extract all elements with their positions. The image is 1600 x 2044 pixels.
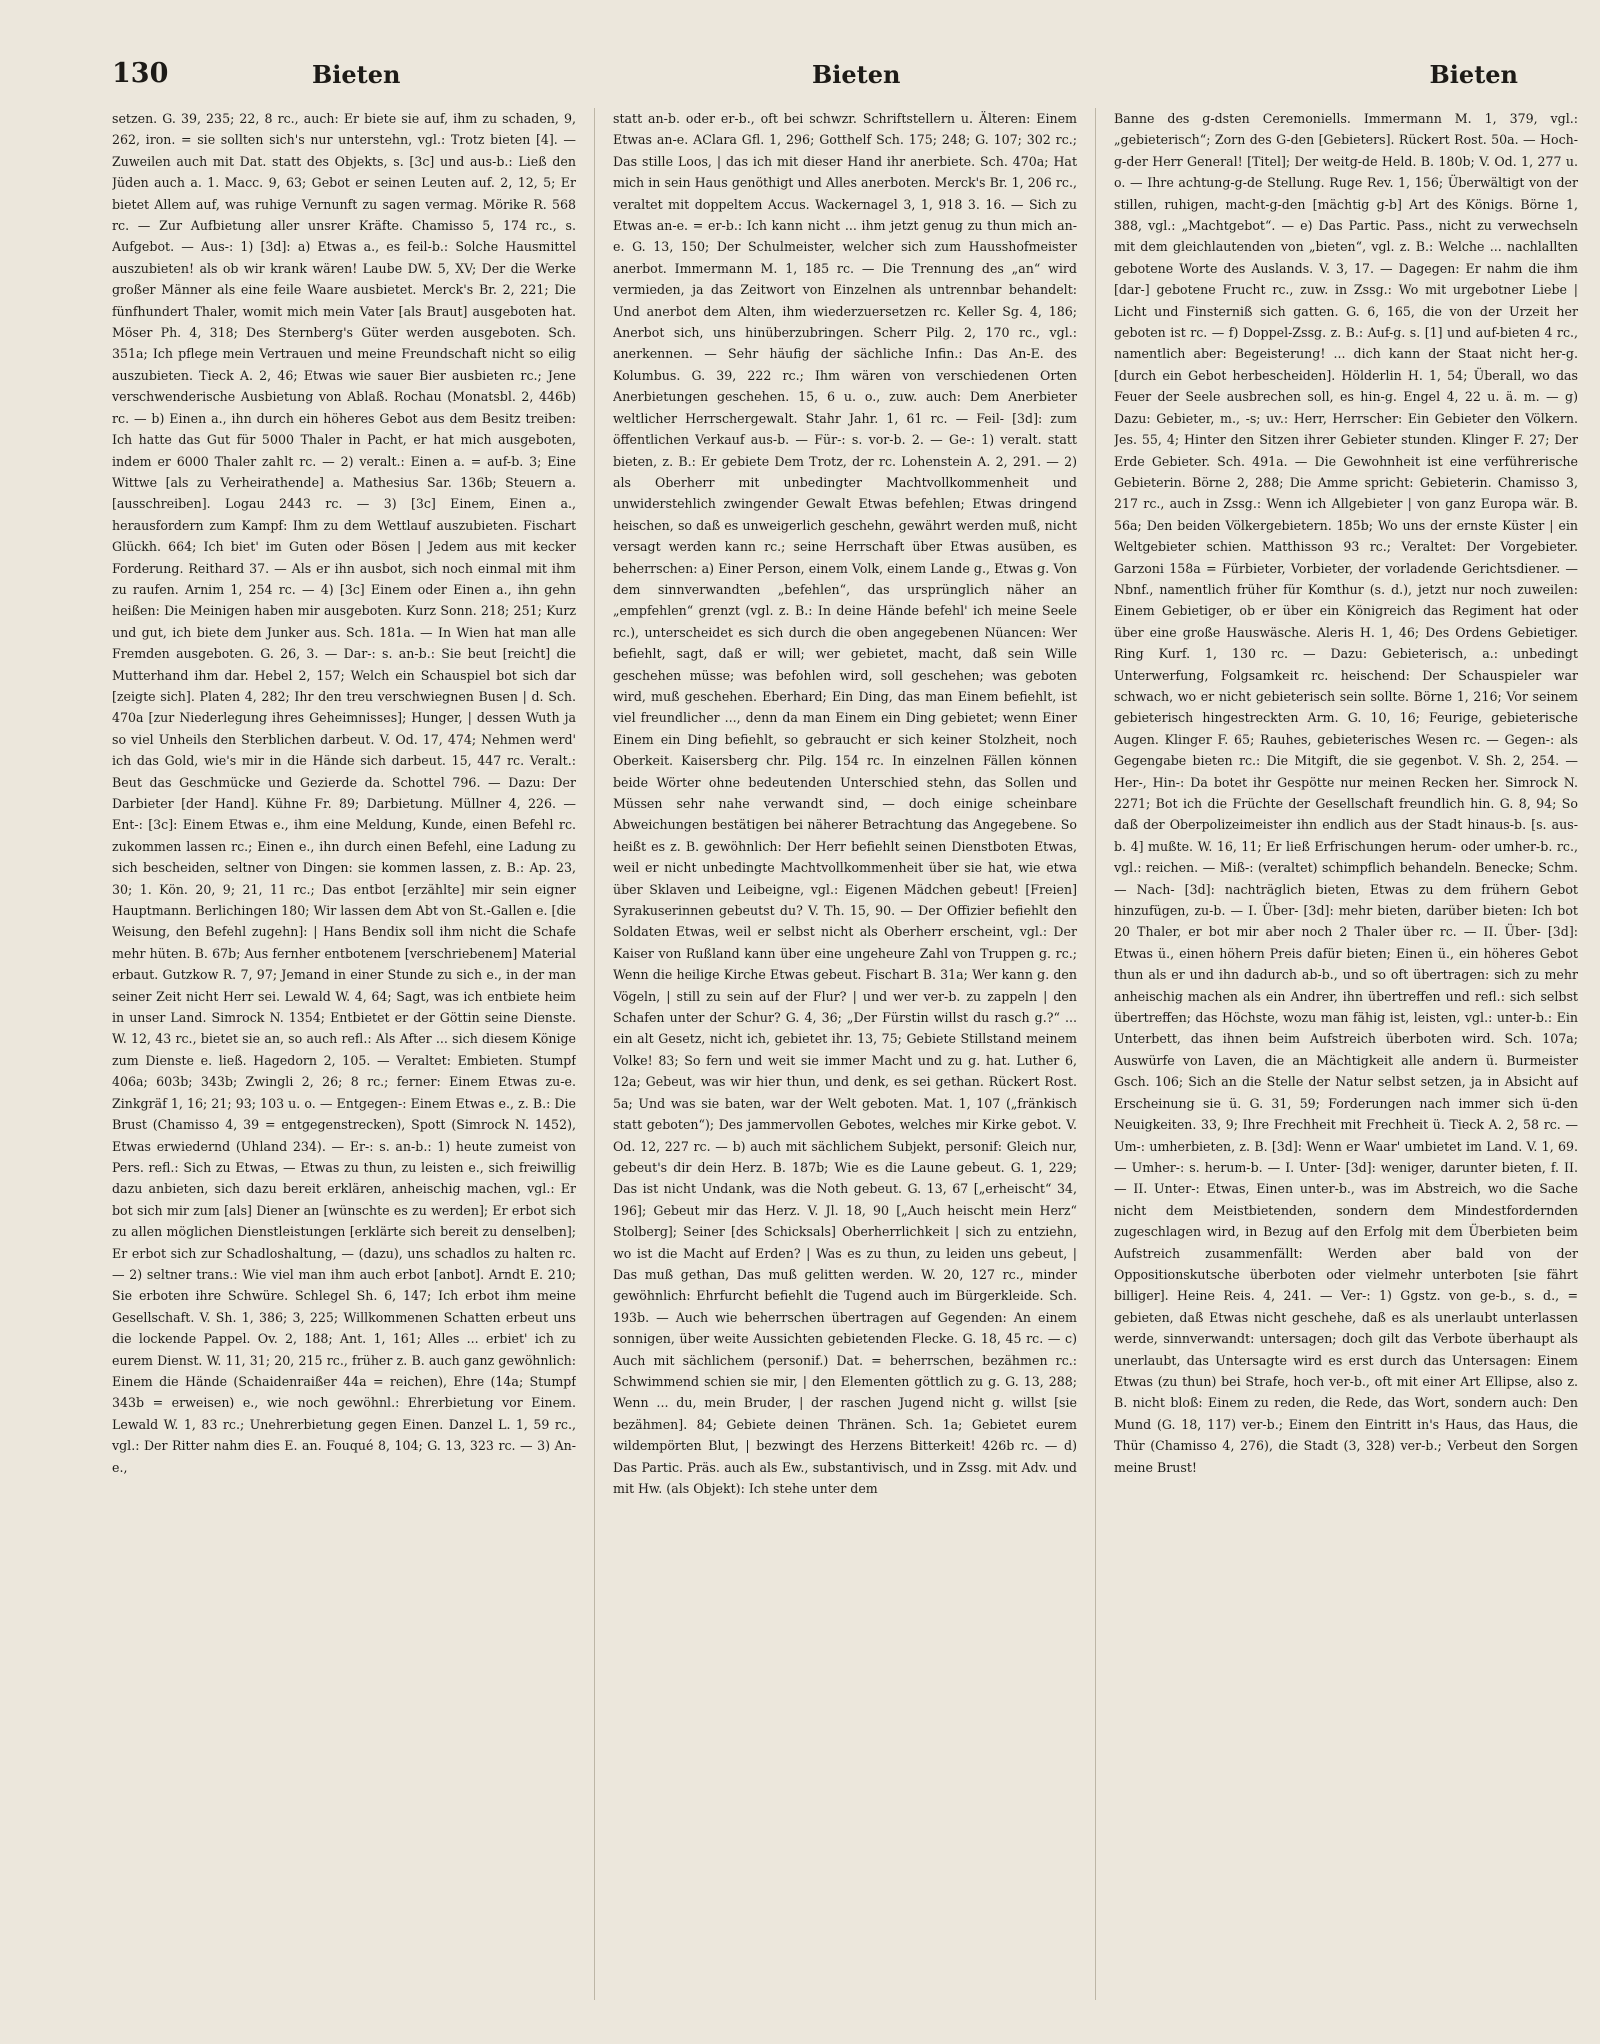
column-2: [613, 108, 1077, 2000]
column-3: [1114, 108, 1578, 2000]
running-head-left: Bieten: [312, 60, 401, 89]
running-head-center: Bieten: [812, 60, 901, 89]
column-1-text: setzen. G. 39, 235; 22, 8 rc., auch: Er biete sie auf, ihm zu schaden, 9, 262, iron. = sie sollten sich's nur unterstehn, vgl.: Trotz bieten [4]. — Zuweilen auch mit Dat. statt des Objekts, s. [3c] und aus-b.: Ließ den Jüden auch a. 1. Macc. 9, 63; Gebot er seinen Leuten auf. 2, 12, 5; Er bietet Allem auf, was ruhige Vernunft zu sagen vermag. Mörike R. 568 rc. — Zur Aufbietung aller unsrer Kräfte. Chamisso 5, 174 rc., s. Aufgebot. — Aus-: 1) [3d]: a) Etwas a., es feil-b.: Solche Hausmittel auszubieten! als ob wir krank wären! Laube DW. 5, XV; Der die Werke großer Männer als eine feile Waare ausbietet. Merck's Br. 2, 221; Die fünfhundert Thaler, womit mich mein Vater [als Braut] ausgeboten hat. Möser Ph. 4, 318; Des Sternberg's Güter werden ausgeboten. Sch. 351a; Ich pflege mein Vertrauen und meine Freundschaft nicht so eilig auszubieten. Tieck A. 2, 46; Etwas wie sauer Bier ausbieten rc.; Jene verschwenderische Ausbietung von Ablaß. Rochau (Monatsbl. 2, 446b) rc. — b) Einen a., ihn durch ein höheres Gebot aus dem Besitz treiben: Ich hatte das Gut für 5000 Thaler in Pacht, er hat mich ausgeboten, indem er 6000 Thaler zahlt rc. — 2) veralt.: Einen a. = auf-b. 3; Eine Wittwe [als zu Verheirathende] a. Mathesius Sar. 136b; Steuern a. [ausschreiben]. Logau 2443 rc. — 3) [3c] Einem, Einen a., herausfordern zum Kampf: Ihm zu dem Wettlauf auszubieten. Fischart Glückh. 664; Ich biet' im Guten oder Bösen | Jedem aus mit kecker Forderung. Reithard 37. — Als er ihn ausbot, sich noch einmal mit ihm zu raufen. Arnim 1, 254 rc. — 4) [3c] Einem oder Einen a., ihn gehn heißen: Die Meinigen haben mir ausgeboten. Kurz Sonn. 218; 251; Kurz und gut, ich biete dem Junker aus. Sch. 181a. — In Wien hat man alle Fremden ausgeboten. G. 26, 3. — Dar-: s. an-b.: Sie beut [reicht] die Mutterhand ihm dar. Hebel 2, 157; Welch ein Schauspiel bot sich dar [zeigte sich]. Platen 4, 282; Ihr den treu verschwiegnen Busen | d. Sch. 470a [zur Niederlegung ihres Geheimnisses]; Hunger, | dessen Wuth ja so viel Unheils den Sterblichen darbeut. V. Od. 17, 474; Nehmen werd' ich das Gold, wie's mir in die Hände sich darbeut. 15, 447 rc. Veralt.: Beut das Geschmücke und Gezierde da. Schottel 796. — Dazu: Der Darbieter [der Hand]. Kühne Fr. 89; Darbietung. Müllner 4, 226. — Ent-: [3c]: Einem Etwas e., ihm eine Meldung, Kunde, einen Befehl rc. zukommen lassen rc.; Einen e., ihn durch einen Befehl, eine Ladung zu sich bescheiden, seltner von Dingen: sie kommen lassen, z. B.: Ap. 23, 30; 1. Kön. 20, 9; 21, 11 rc.; Das entbot [erzählte] mir sein eigner Hauptmann. Berlichingen 180; Wir lassen dem Abt von St.-Gallen e. [die Weisung, den Befehl zugehn]: | Hans Bendix soll ihm nicht die Schafe mehr hüten. B. 67b; Aus fernher entbotenem [verschriebenem] Material erbaut. Gutzkow R. 7, 97; Jemand in einer Stunde zu sich e., in der man seiner Zeit nicht Herr sei. Lewald W. 4, 64; Sagt, was ich entbiete heim in unser Land. Simrock N. 1354; Entbietet er der Göttin seine Dienste. W. 12, 43 rc., bietet sie an, so auch refl.: Als After ... sich diesem Könige zum Dienste e. ließ. Hagedorn 2, 105. — Veraltet: Embieten. Stumpf 406a; 603b; 343b; Zwingli 2, 26; 8 rc.; ferner: Einem Etwas zu-e. Zinkgräf 1, 16; 21; 93; 103 u. o. — Entgegen-: Einem Etwas e., z. B.: Die Brust (Chamisso 4, 39 = entgegenstrecken), Spott (Simrock N. 1452), Etwas erwiedernd (Uhland 234). — Er-: s. an-b.: 1) heute zumeist von Pers. refl.: Sich zu Etwas, — Etwas zu thun, zu leisten e., sich freiwillig dazu anbieten, sich dazu bereit erklären, anheischig machen, vgl.: Er bot sich mir zum [als] Diener an [wünschte es zu werden]; Er erbot sich zu allen möglichen Dienstleistungen [erklärte sich bereit zu denselben]; Er erbot sich zur Schadloshaltung, — (dazu), uns schadlos zu halten rc. — 2) seltner trans.: Wie viel man ihm auch erbot [anbot]. Arndt E. 210; Sie erboten ihre Schwüre. Schlegel Sh. 6, 147; Ich erbot ihm meine Gesellschaft. V. Sh. 1, 386; 3, 225; Willkommenen Schatten erbeut uns die lockende Pappel. Ov. 2, 188; Ant. 1, 161; Alles ... erbiet' ich zu eurem Dienst. W. 11, 31; 20, 215 rc., früher z. B. auch ganz gewöhnlich: Einem die Hände (Schaidenraißer 44a = reichen), Ehre (14a; Stumpf 343b = erweisen) e., wie noch gewöhnl.: Ehrerbietung vor Einem. Lewald W. 1, 83 rc.; Unehrerbietung gegen Einen. Danzel L. 1, 59 rc., vgl.: Der Ritter nahm dies E. an. Fouqué 8, 104; G. 13, 323 rc. — 3) An-e.,: [112, 111, 576, 1475]
running-head-right: Bieten: [1429, 60, 1518, 89]
page-number: 130: [112, 58, 169, 89]
column-divider: [1095, 108, 1096, 2000]
column-1: [112, 108, 576, 2000]
page-header: [112, 58, 1578, 98]
text-columns: [112, 108, 1578, 2000]
column-3-text: Banne des g-dsten Ceremoniells. Immermann M. 1, 379, vgl.: „gebieterisch“; Zorn des G-den [Gebieters]. Rückert Rost. 50a. — Hoch-g-der Herr General! [Titel]; Der weitg-de Held. B. 180b; V. Od. 1, 277 u. o. — Ihre achtung-g-de Stellung. Ruge Rev. 1, 156; Überwältigt von der stillen, ruhigen, macht-g-den [mächtig g-b] Art des Königs. Börne 1, 388, vgl.: „Machtgebot“. — e) Das Partic. Pass., nicht zu verwechseln mit dem gleichlautenden von „bieten“, vgl. z. B.: Welche ... nachlallten gebotene Worte des Auslands. V. 3, 17. — Dagegen: Er nahm die ihm [dar-] gebotene Frucht rc., zuw. in Zssg.: Wo mit urgebotner Liebe | Licht und Finsterniß sich gatten. G. 6, 165, die von der Urzeit her geboten ist rc. — f) Doppel-Zssg. z. B.: Auf-g. s. [1] und auf-bieten 4 rc., namentlich aber: Begeisterung! ... dich kann der Staat nicht her-g. [durch ein Gebot herbescheiden]. Hölderlin H. 1, 54; Überall, wo das Feuer der Seele ausbrechen soll, es hin-g. Engel 4, 22 u. ä. m. — g) Dazu: Gebieter, m., -s; uv.: Herr, Herrscher: Ein Gebieter den Völkern. Jes. 55, 4; Hinter den Sitzen ihrer Gebieter stunden. Klinger F. 27; Der Erde Gebieter. Sch. 491a. — Die Gewohnheit ist eine verführerische Gebieterin. Börne 2, 288; Die Amme spricht: Gebieterin. Chamisso 3, 217 rc., auch in Zssg.: Wenn ich Allgebieter | von ganz Europa wär. B. 56a; Den beiden Völkergebietern. 185b; Wo uns der ernste Küster | ein Weltgebieter schien. Matthisson 93 rc.; Veraltet: Der Vorgebieter. Garzoni 158a = Fürbieter, Vorbieter, der vorladende Gerichtsdiener. — Nbnf., namentlich früher für Komthur (s. d.), jetzt nur noch zuweilen: Einem Gebietiger, ob er über ein Königreich das Regiment hat oder über eine große Hauswäsche. Aleris H. 1, 46; Des Ordens Gebietiger. Ring Kurf. 1, 130 rc. — Dazu: Gebieterisch, a.: unbedingt Unterwerfung, Folgsamkeit rc. heischend: Der Schauspieler war schwach, wo er nicht gebieterisch sein sollte. Börne 1, 216; Vor seinem gebieterisch hingestreckten Arm. G. 10, 16; Feurige, gebieterische Augen. Klinger F. 65; Rauhes, gebieterisches Wesen rc. — Gegen-: als Gegengabe bieten rc.: Die Mitgift, die sie gegenbot. V. Sh. 2, 254. — Her-, Hin-: Da botet ihr Gespötte nur meinen Recken her. Simrock N. 2271; Bot ich die Früchte der Gesellschaft freundlich hin. G. 8, 94; So daß der Oberpolizeimeister ihn endlich aus der Stadt hinaus-b. [s. aus-b. 4] mußte. W. 16, 11; Er ließ Erfrischungen herum- oder umher-b. rc., vgl.: reichen. — Miß-: (veraltet) schimpflich behandeln. Benecke; Schm. — Nach- [3d]: nachträglich bieten, Etwas zu dem frühern Gebot hinzufügen, zu-b. — I. Über- [3d]: mehr bieten, darüber bieten: Ich bot 20 Thaler, er bot mir aber noch 2 Thaler über rc. — II. Über- [3d]: Etwas ü., einen höhern Preis dafür bieten; Einen ü., ein höheres Gebot thun als er und ihn dadurch ab-b., und so oft übertragen: sich zu mehr anheischig machen als ein Andrer, ihn übertreffen und refl.: sich selbst übertreffen; das Höchste, wozu man fähig ist, leisten, vgl.: unter-b.: Ein Unterbett, das ihnen beim Aufstreich überboten wird. Sch. 107a; Auswürfe von Laven, die an Mächtigkeit alle andern ü. Burmeister Gsch. 106; Sich an die Stelle der Natur selbst setzen, ja in Absicht auf Erscheinung sie ü. G. 31, 59; Forderungen nach immer sich ü-den Neuigkeiten. 33, 9; Ihre Frechheit mit Frechheit ü. Tieck A. 2, 58 rc. — Um-: umherbieten, z. B. [3d]: Wenn er Waar' umbietet im Land. V. 1, 69. — Umher-: s. herum-b. — I. Unter- [3d]: weniger, darunter bieten, f. II. — II. Unter-: Etwas, Einen unter-b., was im Abstreich, wo die Sache nicht dem Meistbietenden, sondern dem Mindestfordernden zugeschlagen wird, in Bezug auf den Erfolg mit dem Überbieten beim Aufstreich zusammenfällt: Werden aber bald von der Oppositionskutsche überboten oder vielmehr unterboten [sie fährt billiger]. Heine Reis. 4, 241. — Ver-: 1) Ggstz. von ge-b., s. d., = gebieten, daß Etwas nicht geschehe, daß es als unerlaubt unterlassen werde, sinnverwandt: untersagen; doch gilt das Verbote überhaupt als unerlaubt, das Untersagte wird es erst durch das Untersagen: Einem Etwas (zu thun) bei Strafe, hoch ver-b., oft mit einer Art Ellipse, also z. B. nicht bloß: Einem zu reden, die Rede, das Wort, sondern auch: Den Mund (G. 18, 117) ver-b.; Einem den Eintritt in's Haus, das Haus, die Thür (Chamisso 4, 276), die Stadt (3, 328) ver-b.; Verbeut den Sorgen meine Brust!: [1114, 111, 1578, 1475]
column-2-text: statt an-b. oder er-b., oft bei schwzr. Schriftstellern u. Älteren: Einem Etwas an-e. AClara Gfl. 1, 296; Gotthelf Sch. 175; 248; G. 107; 302 rc.; Das stille Loos, | das ich mit dieser Hand ihr anerbiete. Sch. 470a; Hat mich in sein Haus genöthigt und Alles anerboten. Merck's Br. 1, 206 rc., veraltet mit doppeltem Accus. Wackernagel 3, 1, 918 3. 16. — Sich zu Etwas an-e. = er-b.: Ich kann nicht ... ihm jetzt genug zu thun mich an-e. G. 13, 150; Der Schulmeister, welcher sich zum Hausshofmeister anerbot. Immermann M. 1, 185 rc. — Die Trennung des „an“ wird vermieden, ja das Zeitwort von Einzelnen als untrennbar behandelt: Und anerbot dem Alten, ihm wiederzuersetzen rc. Keller Sg. 4, 186; Anerbot sich, uns hinüberzubringen. Scherr Pilg. 2, 170 rc., vgl.: anerkennen. — Sehr häufig der sächliche Infin.: Das An-E. des Kolumbus. G. 39, 222 rc.; Ihm wären von verschiedenen Orten Anerbietungen geschehen. 15, 6 u. o., zuw. auch: Dem Anerbieter weltlicher Herrschergewalt. Stahr Jahr. 1, 61 rc. — Feil- [3d]: zum öffentlichen Verkauf aus-b. — Für-: s. vor-b. 2. — Ge-: 1) veralt. statt bieten, z. B.: Er gebiete Dem Trotz, der rc. Lohenstein A. 2, 291. — 2) als Oberherr mit unbedingter Machtvollkommenheit und unwiderstehlich zwingender Gewalt Etwas befehlen; Etwas dringend heischen, so daß es unweigerlich geschehn, gewährt werden muß, nicht versagt werden kann rc.; seine Herrschaft über Etwas ausüben, es beherrschen: a) Einer Person, einem Volk, einem Lande g., Etwas g. Von dem sinnverwandten „befehlen“, das ursprünglich näher an „empfehlen“ grenzt (vgl. z. B.: In deine Hände befehl' ich meine Seele rc.), unterscheidet es sich durch die oben angegebenen Nüancen: Wer befiehlt, sagt, daß er will; wer gebietet, macht, daß sein Wille geschehen müsse; was befohlen wird, soll geschehen; was geboten wird, muß geschehen. Eberhard; Ein Ding, das man Einem befiehlt, ist viel freundlicher ..., denn da man Einem ein Ding gebietet; wenn Einer Einem ein Ding befiehlt, so gebraucht er sich keiner Stolzheit, noch Oberkeit. Kaisersberg chr. Pilg. 154 rc. In einzelnen Fällen können beide Wörter ohne bedeutenden Unterschied stehn, das Sollen und Müssen sehr nahe verwandt sind, — doch einige scheinbare Abweichungen bestätigen bei näherer Betrachtung das Angegebene. So heißt es z. B. gewöhnlich: Der Herr befiehlt seinen Dienstboten Etwas, weil er nicht unbedingte Machtvollkommenheit über sie hat, wie etwa über Sklaven und Leibeigne, vgl.: Eigenen Mädchen gebeut! [Freien] Syrakuserinnen gebeutst du? V. Th. 15, 90. — Der Offizier befiehlt den Soldaten Etwas, weil er selbst nicht als Oberherr erscheint, vgl.: Der Kaiser von Rußland kann über eine ungeheure Zahl von Truppen g. rc.; Wenn die heilige Kirche Etwas gebeut. Fischart B. 31a; Wer kann g. den Vögeln, | still zu sein auf der Flur? | und wer ver-b. zu zappeln | den Schafen unter der Schur? G. 4, 36; „Der Fürstin willst du rasch g.?“ ... ein alt Gesetz, nicht ich, gebietet ihr. 13, 75; Gebiete Stillstand meinem Volke! 83; So fern und weit sie immer Macht und zu g. hat. Luther 6, 12a; Gebeut, was wir hier thun, und denk, es sei gethan. Rückert Rost. 5a; Und was sie baten, war der Welt geboten. Mat. 1, 107 („fränkisch statt geboten“); Des jammervollen Gebotes, welches mir Kirke gebot. V. Od. 12, 227 rc. — b) auch mit sächlichem Subjekt, personif: Gleich nur, gebeut's dir dein Herz. B. 187b; Wie es die Laune gebeut. G. 1, 229; Das ist nicht Undank, was die Noth gebeut. G. 13, 67 [„erheischt“ 34, 196]; Gebeut mir das Herz. V. Jl. 18, 90 [„Auch heischt mein Herz“ Stolberg]; Seiner [des Schicksals] Oberherrlichkeit | sich zu entziehn, wo ist die Macht auf Erden? | Was es zu thun, zu leiden uns gebeut, | Das muß gethan, Das muß gelitten werden. W. 20, 127 rc., minder gewöhnlich: Ehrfurcht befiehlt die Tugend auch im Bürgerkleide. Sch. 193b. — Auch wie beherrschen übertragen auf Gegenden: An einem sonnigen, über weite Aussichten gebietenden Flecke. G. 18, 45 rc. — c) Auch mit sächlichem (personif.) Dat. = beherrschen, bezähmen rc.: Schwimmend schien sie mir, | den Elementen göttlich zu g. G. 13, 288; Wenn ... du, mein Bruder, | der raschen Jugend nicht g. willst [sie bezähmen]. 84; Gebiete deinen Thränen. Sch. 1a; Gebietet eurem wildempörten Blut, | bezwingt des Herzens Bitterkeit! 426b rc. — d) Das Partic. Präs. auch als Ew., substantivisch, und in Zssg. mit Adv. und mit Hw. (als Objekt): Ich stehe unter dem: [613, 111, 1077, 1496]
column-divider: [594, 108, 595, 2000]
